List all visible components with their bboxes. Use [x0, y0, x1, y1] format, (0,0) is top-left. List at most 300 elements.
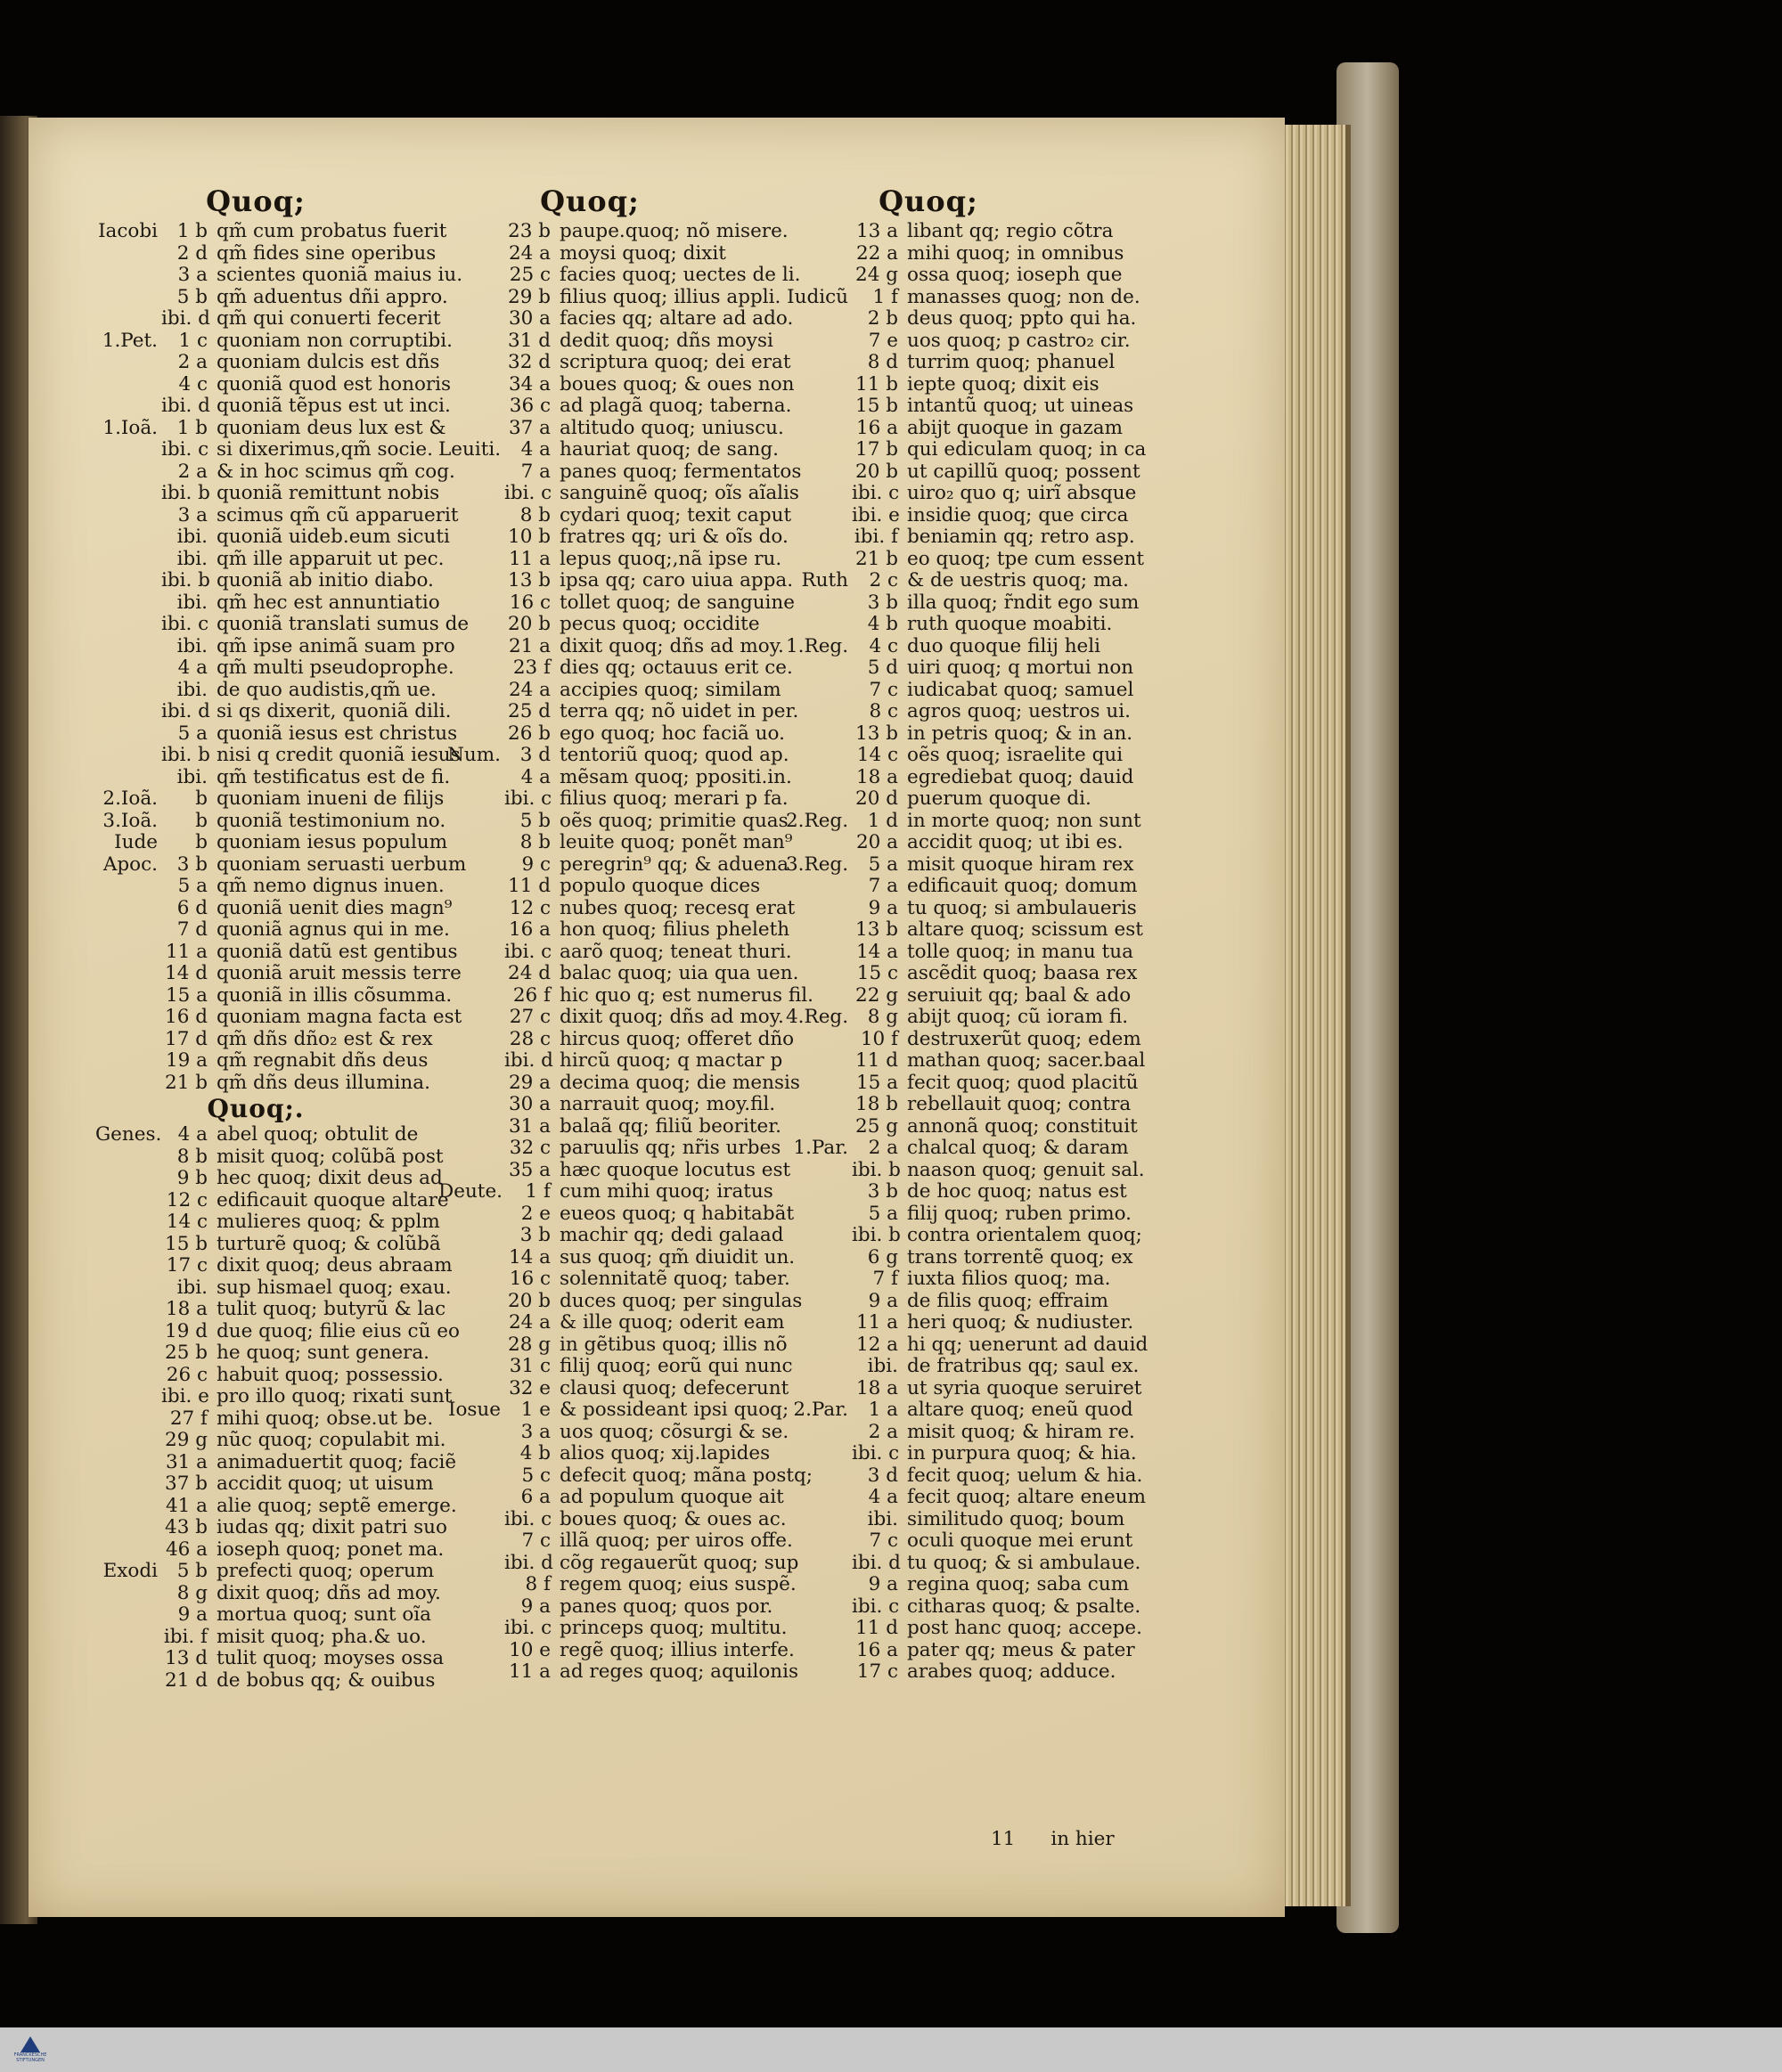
entry-text: ad plagã quoq; taberna. — [560, 395, 792, 417]
entry-book — [95, 1517, 161, 1539]
entry-book — [438, 1465, 504, 1488]
entry-ref: 5 a — [177, 875, 208, 897]
entry-book — [786, 1509, 852, 1531]
index-entry — [95, 1168, 478, 1190]
entry-text: & possideant ipsi quoq; — [560, 1399, 789, 1421]
entry-ref: ibi. d — [161, 307, 210, 330]
index-entry — [95, 942, 478, 964]
index-entry — [786, 1073, 1169, 1095]
index-entry — [95, 1452, 478, 1474]
entry-ref: 2 a — [177, 351, 208, 373]
entry-text: quoniam iesus populum — [217, 831, 448, 853]
entry-book — [438, 723, 504, 746]
entry-book — [95, 1146, 161, 1169]
entry-text: accidit quoq; ut uisum — [217, 1472, 434, 1495]
entry-text: qm̃ qui conuerti fecerit — [217, 307, 441, 330]
entry-ref: 41 a — [165, 1494, 208, 1517]
entry-text: in petris quoq; & in an. — [907, 722, 1133, 745]
entry-text: quoniã tẽpus est ut inci. — [217, 395, 451, 417]
entry-book — [95, 1342, 161, 1365]
entry-ref: 3 b — [176, 852, 208, 876]
entry-text: cum mihi quoq; iratus — [560, 1180, 773, 1203]
entry-ref: ibi. d — [504, 1551, 553, 1574]
entry-text: quoniã uenit dies magn⁹ — [217, 896, 453, 919]
entry-text: cõg regauerũt quoq; sup — [560, 1551, 799, 1574]
entry-book — [438, 1073, 504, 1095]
entry-ref: 12 c — [166, 1188, 208, 1211]
entry-book — [438, 396, 504, 418]
entry-ref: 1 e — [520, 1399, 551, 1421]
entry-text: scriptura quoq; dei erat — [560, 351, 791, 373]
entry-text: qm̃ fides sine operibus — [217, 241, 437, 265]
entry-book — [95, 396, 161, 418]
entry-book — [438, 1574, 504, 1596]
index-entry — [786, 811, 1169, 833]
entry-book — [95, 898, 161, 920]
index-entry — [786, 221, 1169, 243]
library-logo[interactable] — [12, 2032, 48, 2068]
entry-ref: ibi. — [176, 526, 208, 548]
entry-book — [95, 1234, 161, 1256]
entry-book: 2.Reg. — [786, 809, 849, 832]
entry-ref: 14 a — [508, 1245, 551, 1268]
entry-book — [438, 1530, 504, 1553]
index-entry — [95, 1255, 478, 1277]
entry-text: tolle quoq; in manu tua — [907, 940, 1133, 963]
entry-ref: 5 a — [868, 1202, 898, 1225]
entry-text: hircũ quoq; q mactar p — [560, 1049, 783, 1072]
entry-text: due quoq; filie eius cũ eo — [217, 1319, 460, 1342]
entry-text: peregrin⁹ qq; & aduena — [560, 852, 789, 876]
index-entry — [95, 374, 478, 396]
index-entry — [786, 1291, 1169, 1313]
index-entry — [95, 1124, 478, 1146]
entry-ref: ibi. b — [852, 1158, 901, 1181]
index-entry — [438, 723, 822, 746]
book-page — [29, 118, 1285, 1917]
entry-ref: 16 c — [509, 591, 551, 614]
entry-book — [438, 985, 504, 1007]
entry-text: misit quoq; pha.& uo. — [217, 1625, 427, 1648]
entry-book — [95, 1627, 161, 1649]
entry-ref: 1 f — [525, 1180, 551, 1203]
index-entry — [786, 592, 1169, 615]
entry-book — [438, 1138, 504, 1160]
index-entry — [438, 418, 822, 440]
entry-text: rebellauit quoq; contra — [907, 1093, 1132, 1115]
index-entry — [786, 1661, 1169, 1684]
entry-book — [438, 1596, 504, 1619]
entry-text: hircus quoq; offeret dño — [560, 1027, 795, 1050]
entry-text: sup hismael quoq; exau. — [217, 1276, 452, 1299]
entry-text: narrauit quoq; moy.fil. — [560, 1093, 776, 1115]
entry-book — [438, 876, 504, 898]
index-entry — [95, 1604, 478, 1627]
entry-book — [438, 221, 504, 243]
entry-book — [95, 1539, 161, 1562]
index-entry — [95, 308, 478, 330]
entry-ref: 31 d — [508, 329, 551, 352]
entry-ref: ibi. — [867, 1355, 898, 1377]
entry-ref: 10 b — [508, 526, 551, 548]
entry-text: de hoc quoq; natus est — [907, 1180, 1127, 1203]
index-entry — [786, 636, 1169, 658]
entry-ref: 16 c — [509, 1268, 551, 1290]
entry-book — [95, 287, 161, 309]
entry-book — [95, 657, 161, 680]
entry-ref: 7 d — [176, 918, 208, 941]
entry-book — [786, 396, 852, 418]
index-entry — [786, 265, 1169, 287]
entry-book — [95, 1007, 161, 1029]
index-entry — [95, 1321, 478, 1343]
entry-book — [438, 636, 504, 658]
entry-text: tulit quoq; butyrũ & lac — [217, 1298, 446, 1320]
index-entry — [786, 461, 1169, 484]
entry-book — [786, 1116, 852, 1138]
entry-ref: ibi. c — [852, 1595, 900, 1618]
entry-book — [786, 526, 852, 549]
index-entry — [786, 1007, 1169, 1029]
entry-text: ego quoq; hoc faciã uo. — [560, 722, 785, 745]
entry-ref: 8 b — [519, 503, 551, 526]
index-entry — [438, 701, 822, 723]
entry-text: qm̃ cum probatus fuerit — [217, 220, 447, 242]
entry-ref: 6 a — [520, 1486, 551, 1508]
index-entry — [786, 396, 1169, 418]
entry-ref: 14 a — [855, 940, 898, 963]
entry-text: decima quoq; die mensis — [560, 1071, 800, 1094]
entry-text: leuite quoq; ponẽt man⁹ — [560, 831, 793, 853]
entry-book — [438, 1553, 504, 1575]
entry-text: annonã quoq; constituit — [907, 1114, 1138, 1138]
entry-book: 3.Reg. — [786, 852, 849, 876]
entry-ref: ibi. b — [161, 482, 210, 504]
index-entry — [438, 1050, 822, 1073]
entry-list — [95, 221, 478, 1094]
index-entry — [786, 1050, 1169, 1073]
index-entry — [786, 832, 1169, 854]
entry-ref: 3 a — [177, 264, 208, 286]
entry-text: deus quoq; ppt̃o qui ha. — [907, 307, 1137, 330]
entry-book — [786, 1553, 852, 1575]
entry-text: aarõ quoq; teneat thuri. — [560, 940, 792, 963]
entry-text: uos quoq; p castro₂ cir. — [907, 329, 1131, 352]
entry-book — [95, 1255, 161, 1277]
entry-book: Iosue — [447, 1399, 501, 1421]
entry-text: quoniã testimonium no. — [217, 809, 446, 832]
column-left — [95, 182, 478, 1692]
entry-ref: 3 b — [867, 1180, 898, 1203]
entry-ref: 7 a — [520, 460, 551, 483]
entry-book — [438, 1203, 504, 1226]
entry-book — [786, 1574, 852, 1596]
index-entry — [438, 526, 822, 549]
entry-ref: 13 b — [855, 918, 898, 941]
index-entry — [786, 985, 1169, 1007]
entry-text: dixit quoq; deus abraam — [217, 1254, 453, 1277]
entry-text: agros quoq; uestros ui. — [907, 700, 1131, 722]
entry-text: turturẽ quoq; & colũbã — [217, 1232, 441, 1255]
entry-text: intantũ quoq; ut uineas — [907, 395, 1134, 417]
entry-book: Leuiti. — [438, 438, 502, 461]
column-heading: Quoq; — [540, 184, 640, 218]
entry-ref: 24 a — [508, 678, 551, 701]
index-entry — [438, 1116, 822, 1138]
entry-text: uiri quoq; q mortui non — [907, 657, 1134, 679]
entry-ref: 14 c — [856, 744, 898, 766]
entry-book — [95, 701, 161, 723]
index-entry — [786, 549, 1169, 571]
entry-text: ioseph quoq; ponet ma. — [217, 1538, 445, 1561]
entry-book — [786, 549, 852, 571]
index-entry — [786, 1029, 1169, 1051]
entry-ref: 8 g — [867, 1006, 898, 1028]
entry-book — [438, 1509, 504, 1531]
entry-text: si dixerimus,qm̃ socie. — [217, 438, 433, 461]
entry-text: quoniã translati sumus de — [217, 613, 470, 635]
index-entry — [438, 1291, 822, 1313]
index-entry — [786, 1312, 1169, 1334]
entry-ref: ibi. — [867, 1507, 898, 1530]
index-entry — [95, 1211, 478, 1234]
entry-ref: 2 d — [176, 241, 208, 265]
entry-text: hi qq; uenerunt ad dauid — [907, 1333, 1148, 1356]
entry-book — [438, 483, 504, 505]
viewer-footer — [0, 2027, 1782, 2072]
entry-book — [786, 1073, 852, 1095]
entry-book — [95, 1604, 161, 1627]
index-entry — [438, 483, 822, 505]
index-entry — [786, 919, 1169, 942]
entry-book — [95, 1211, 161, 1234]
entry-book — [786, 505, 852, 527]
entry-book — [95, 308, 161, 330]
logo-line: STIFTUNGEN — [16, 2058, 45, 2063]
entry-text: misit quoq; colũbã post — [217, 1145, 444, 1168]
entry-book — [438, 1225, 504, 1247]
entry-ref: 13 a — [855, 220, 898, 242]
entry-ref: 13 b — [855, 722, 898, 745]
entry-text: de fratribus qq; saul ex. — [907, 1355, 1140, 1377]
entry-text: habuit quoq; possessio. — [217, 1363, 444, 1386]
entry-book — [95, 374, 161, 396]
entry-book — [786, 352, 852, 374]
index-entry — [438, 1203, 822, 1226]
index-entry — [786, 1334, 1169, 1357]
entry-ref: ibi. c — [161, 438, 209, 461]
entry-book — [786, 1356, 852, 1378]
entry-text: quoniam non corruptibi. — [217, 329, 453, 352]
entry-ref: 17 b — [855, 438, 898, 461]
index-entry — [786, 876, 1169, 898]
entry-ref: 20 d — [855, 787, 898, 810]
index-entry — [438, 461, 822, 484]
entry-book: Iacobi — [98, 220, 158, 242]
entry-ref: 9 a — [868, 896, 898, 919]
entry-book — [95, 942, 161, 964]
entry-book — [95, 1029, 161, 1051]
entry-ref: ibi. — [176, 547, 208, 570]
entry-ref: 29 b — [508, 285, 551, 308]
entry-book — [786, 1094, 852, 1116]
index-entry — [786, 287, 1169, 309]
index-entry — [786, 942, 1169, 964]
entry-text: mathan quoq; sacer.baal — [907, 1049, 1146, 1072]
entry-ref: 11 a — [508, 547, 551, 570]
entry-ref: 1 f — [872, 285, 898, 308]
entry-book — [786, 614, 852, 636]
section-heading: Quoq;. — [207, 1094, 305, 1123]
entry-book — [438, 963, 504, 985]
entry-book — [786, 1225, 852, 1247]
entry-ref: ibi. — [176, 678, 208, 701]
entry-book — [95, 745, 161, 767]
entry-book — [786, 788, 852, 811]
entry-ref: 24 a — [508, 1311, 551, 1334]
entry-book: Apoc. — [102, 852, 158, 876]
index-entry — [786, 1116, 1169, 1138]
entry-book — [438, 767, 504, 789]
entry-book — [438, 614, 504, 636]
entry-text: illã quoq; per uiros offe. — [560, 1530, 793, 1552]
entry-ref: 36 c — [509, 395, 551, 417]
entry-book: Iudicũ — [787, 285, 848, 308]
index-entry — [95, 854, 478, 877]
index-entry — [786, 1225, 1169, 1247]
entry-ref: 17 d — [165, 1027, 208, 1050]
column-heading: Quoq; — [879, 184, 978, 218]
entry-book — [786, 919, 852, 942]
index-entry — [786, 439, 1169, 461]
entry-text: de filis quoq; effraim — [907, 1289, 1109, 1312]
entry-book — [786, 680, 852, 702]
entry-ref: 21 a — [508, 634, 551, 657]
index-entry — [438, 1640, 822, 1662]
entry-ref: 9 a — [868, 1573, 898, 1595]
entry-ref: 8 b — [519, 831, 551, 853]
entry-ref: 11 b — [855, 372, 898, 396]
entry-ref: 25 d — [508, 700, 551, 722]
index-entry — [786, 1138, 1169, 1160]
entry-text: de bobus qq; & ouibus — [217, 1668, 436, 1692]
entry-book — [95, 439, 161, 461]
entry-book — [438, 1422, 504, 1444]
index-entry — [786, 614, 1169, 636]
index-entry — [95, 832, 478, 854]
entry-ref: 5 a — [868, 852, 898, 876]
entry-text: panes quoq; quos por. — [560, 1595, 773, 1618]
entry-text: naason quoq; genuit sal. — [907, 1158, 1145, 1181]
entry-ref: ibi. c — [504, 1507, 552, 1530]
entry-book — [786, 418, 852, 440]
index-entry — [786, 1465, 1169, 1488]
entry-text: regina quoq; saba cum — [907, 1573, 1130, 1595]
entry-text: quoniam deus lux est & — [217, 416, 446, 439]
index-entry — [438, 1465, 822, 1488]
entry-book — [786, 439, 852, 461]
entry-text: illa quoq; r̃ndit ego sum — [907, 591, 1140, 614]
entry-text: qm̃ ipse animã suam pro — [217, 634, 455, 657]
entry-text: ipsa qq; caro uiua appa. — [560, 569, 794, 591]
entry-text: abijt quoq; cũ ioram fi. — [907, 1006, 1129, 1028]
entry-ref: 32 d — [508, 351, 551, 373]
entry-book — [438, 680, 504, 702]
index-entry — [438, 919, 822, 942]
index-entry — [95, 1473, 478, 1496]
index-entry — [786, 1422, 1169, 1444]
entry-book — [95, 767, 161, 789]
entry-text: quoniam magna facta est — [217, 1006, 462, 1028]
entry-ref: 5 b — [176, 285, 208, 308]
entry-ref: 26 b — [508, 722, 551, 745]
entry-ref: 10 e — [509, 1638, 551, 1661]
entry-book — [786, 1268, 852, 1291]
entry-book — [438, 374, 504, 396]
entry-book: 2.Par. — [793, 1399, 848, 1421]
entry-book — [95, 985, 161, 1007]
entry-ref: 26 c — [166, 1363, 208, 1386]
index-entry — [438, 1268, 822, 1291]
index-entry — [95, 876, 478, 898]
entry-text: accidit quoq; ut ibi es. — [907, 831, 1124, 853]
entry-ref: 7 e — [868, 329, 898, 352]
entry-text: turrim quoq; phanuel — [907, 351, 1116, 373]
entry-book — [95, 1473, 161, 1496]
catchword-line — [991, 1828, 1115, 1850]
index-entry — [438, 265, 822, 287]
entry-text: boues quoq; & oues non — [560, 372, 795, 396]
entry-ref: 15 b — [165, 1232, 208, 1255]
entry-ref: ibi. d — [504, 1049, 553, 1072]
entry-ref: 34 a — [508, 372, 551, 396]
entry-book — [786, 1661, 852, 1684]
entry-book — [438, 570, 504, 592]
index-entry — [95, 549, 478, 571]
index-entry — [438, 221, 822, 243]
entry-ref: 32 e — [509, 1376, 551, 1399]
entry-ref: 37 b — [165, 1472, 208, 1495]
entry-ref: 9 a — [868, 1289, 898, 1312]
index-entry — [95, 221, 478, 243]
entry-ref: 4 a — [177, 1123, 208, 1146]
entry-ref: 9 b — [176, 1167, 208, 1189]
entry-book — [438, 942, 504, 964]
index-entry — [95, 352, 478, 374]
index-entry — [95, 636, 478, 658]
entry-book: 4.Reg. — [786, 1006, 849, 1028]
index-entry — [786, 1618, 1169, 1640]
entry-ref: 8 c — [869, 700, 898, 722]
entry-text: uos quoq; cõsurgi & se. — [560, 1420, 789, 1443]
entry-ref: 37 a — [508, 416, 551, 439]
entry-ref: 15 c — [856, 962, 898, 984]
entry-text: abel quoq; obtulit de — [217, 1123, 419, 1146]
entry-book — [438, 1378, 504, 1400]
entry-text: fratres qq; uri & oĩs do. — [560, 526, 789, 548]
entry-text: dedit quoq; dñs moysi — [560, 329, 773, 352]
entry-ref: 18 a — [855, 1376, 898, 1399]
index-entry — [438, 854, 822, 877]
entry-ref: 24 g — [855, 264, 898, 286]
entry-book — [786, 767, 852, 789]
index-entry — [786, 854, 1169, 877]
index-entry — [95, 1299, 478, 1321]
entry-ref: 12 c — [509, 896, 551, 919]
entry-ref: 11 a — [165, 940, 208, 963]
entry-text: quoniam inueni de filijs — [217, 787, 445, 810]
entry-ref: 15 a — [165, 983, 208, 1007]
